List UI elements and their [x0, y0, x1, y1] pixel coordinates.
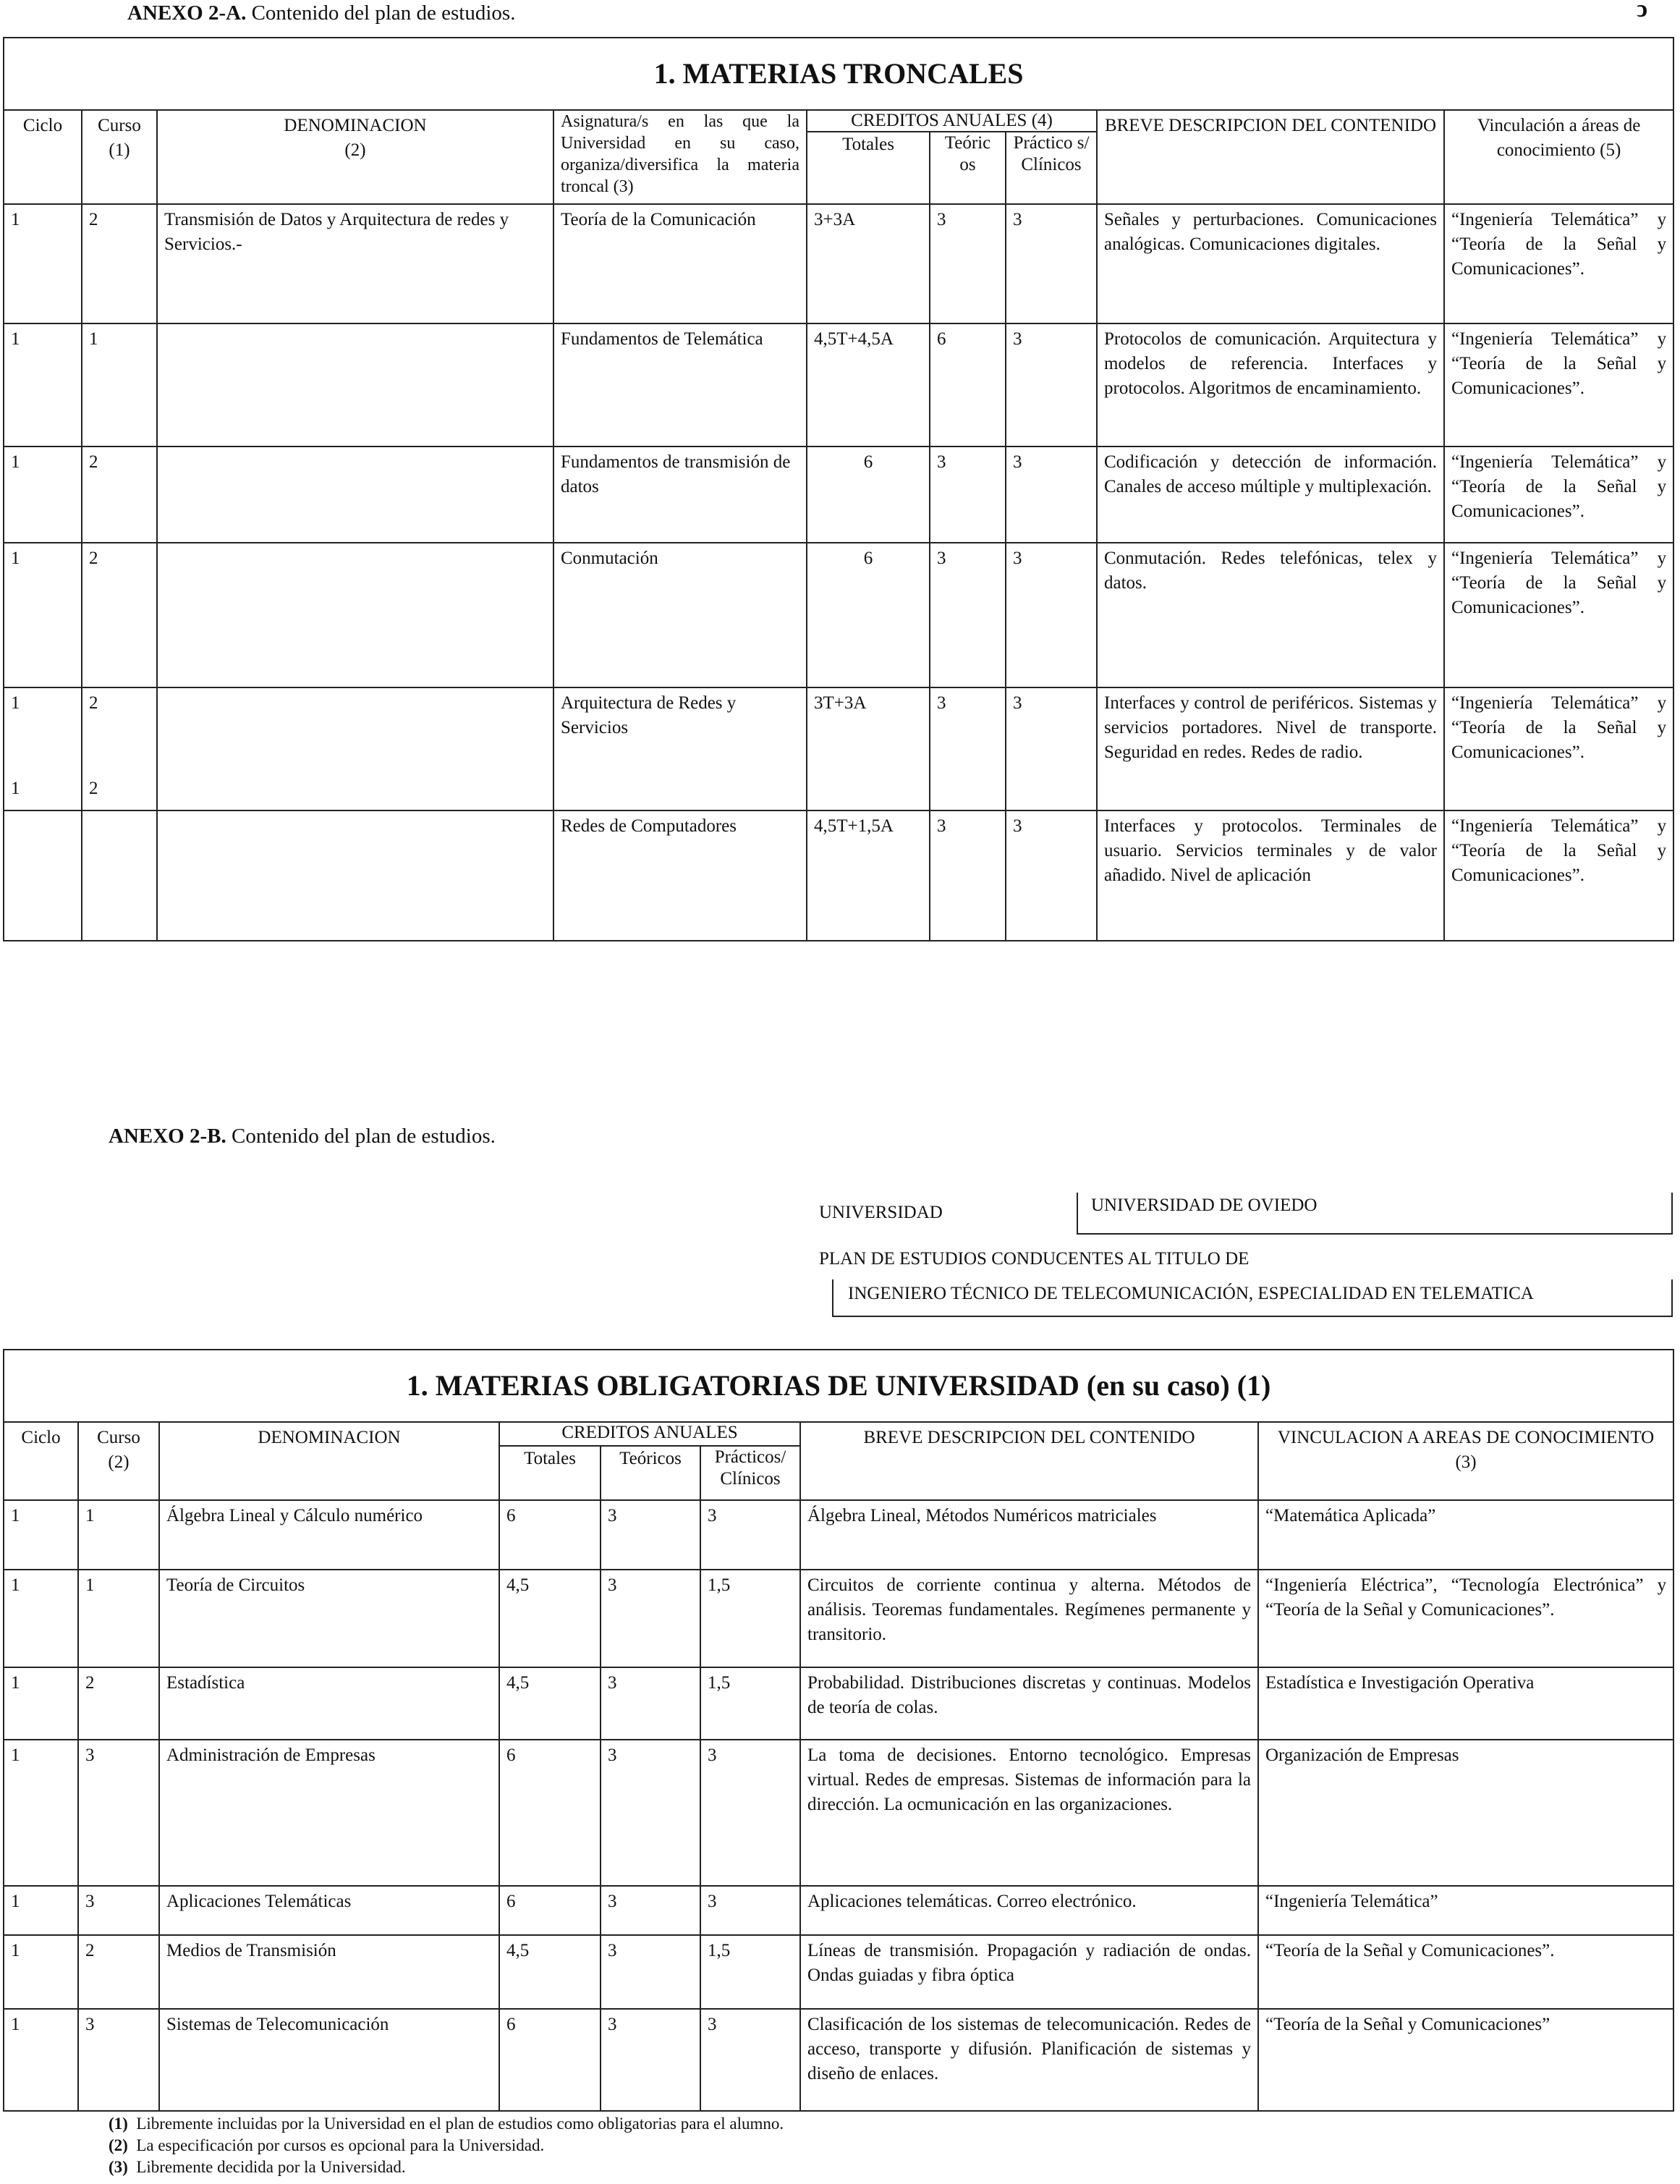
cell-vinculacion: “Ingeniería Telemática” y “Teoría de la Señal y Comunicaciones”.	[1444, 323, 1673, 446]
cell-totales: 6	[807, 543, 930, 687]
cell-asignatura: Teoría de la Comunicación	[553, 204, 807, 323]
header-practicos: Práctico s/ Clínicos	[1006, 132, 1097, 204]
cell-curso: 3	[78, 2009, 159, 2111]
cell-practicos: 3	[1006, 446, 1097, 543]
table-row	[4, 1500, 1673, 1570]
cell-vinculacion: “Ingeniería Telemática”	[1258, 1886, 1673, 1935]
cell-descripcion: Aplicaciones telemáticas. Correo electrónico.	[800, 1886, 1258, 1935]
cell-vinculacion: “Teoría de la Señal y Comunicaciones”.	[1258, 1935, 1673, 2009]
header-teoricos: Teóric os	[930, 132, 1006, 204]
cell-teoricos: 3	[601, 2009, 700, 2111]
cell-teoricos: 3	[930, 446, 1006, 543]
cell-ciclo	[4, 810, 82, 941]
degree-title: INGENIERO TÉCNICO DE TELECOMUNICACIÓN, ESPECIALIDAD EN TELEMATICA	[832, 1279, 1673, 1317]
cell-descripcion: Probabilidad. Distribuciones discretas y continuas. Modelos de teoría de colas.	[800, 1667, 1258, 1740]
cell-vinculacion: Estadística e Investigación Operativa	[1258, 1667, 1673, 1740]
cell-ciclo: 1	[4, 323, 82, 446]
corner-mark: ↄ	[1637, 0, 1648, 22]
cell-totales: 4,5	[499, 1667, 601, 1740]
cell-teoricos: 3	[601, 1740, 700, 1886]
cell-descripcion: Codificación y detección de información. Canales de acceso múltiple y multiplexación.	[1097, 446, 1444, 543]
cell-teoricos: 3	[601, 1500, 700, 1570]
table-row	[4, 1740, 1673, 1886]
cell-curso: 2	[78, 1935, 159, 2009]
troncales-title: 1. MATERIAS TRONCALES	[4, 38, 1673, 110]
cell-vinculacion: “Teoría de la Señal y Comunicaciones”	[1258, 2009, 1673, 2111]
cell-ciclo: 1 1	[4, 687, 82, 810]
header-practicos: Prácticos/ Clínicos	[700, 1446, 800, 1501]
cell-descripcion: Clasificación de los sistemas de telecomunicación. Redes de acceso, transporte y difusión. Planificación de sistemas y diseño de enlaces.	[800, 2009, 1258, 2111]
cell-ciclo: 1	[4, 1935, 78, 2009]
table-row	[4, 446, 1673, 543]
header-denominacion: DENOMINACION	[159, 1422, 499, 1500]
cell-ciclo: 1	[4, 1570, 78, 1667]
cell-denominacion: Estadística	[159, 1667, 499, 1740]
cell-teoricos: 3	[930, 543, 1006, 687]
cell-totales: 4,5	[499, 1570, 601, 1667]
cell-curso: 2 2	[82, 687, 157, 810]
cell-ciclo: 1	[4, 2009, 78, 2111]
annex-b-heading	[109, 1125, 496, 1148]
annex-a-text: Contenido del plan de estudios.	[251, 1, 516, 25]
cell-curso: 3	[78, 1740, 159, 1886]
cell-totales: 6	[499, 2009, 601, 2111]
table-row	[4, 543, 1673, 687]
cell-curso: 2	[82, 446, 157, 543]
cell-denominacion	[157, 323, 553, 446]
cell-descripcion: Conmutación. Redes telefónicas, telex y datos.	[1097, 543, 1444, 687]
cell-vinculacion: “Ingeniería Telemática” y “Teoría de la Señal y Comunicaciones”.	[1444, 204, 1673, 323]
cell-teoricos: 3	[601, 1570, 700, 1667]
university-value: UNIVERSIDAD DE OVIEDO	[1077, 1193, 1673, 1235]
cell-descripcion: Álgebra Lineal, Métodos Numéricos matriciales	[800, 1500, 1258, 1570]
cell-descripcion: Líneas de transmisión. Propagación y radiación de ondas. Ondas guiadas y fibra óptica	[800, 1935, 1258, 2009]
table-row	[4, 323, 1673, 446]
header-vinculacion: Vinculación a áreas de conocimiento (5)	[1444, 110, 1673, 204]
cell-curso: 2	[78, 1667, 159, 1740]
cell-practicos: 3	[1006, 204, 1097, 323]
footnote: (3) Libremente decidida por la Universidad.	[109, 2158, 406, 2176]
cell-curso: 1	[78, 1570, 159, 1667]
cell-descripcion: La toma de decisiones. Entorno tecnológico. Empresas virtual. Redes de empresas. Sistemas de información para la dirección. La ocmunicación en las organizaciones.	[800, 1740, 1258, 1886]
table-row	[4, 1886, 1673, 1935]
cell-denominacion: Aplicaciones Telemáticas	[159, 1886, 499, 1935]
cell-practicos: 3	[1006, 323, 1097, 446]
cell-practicos: 3	[1006, 543, 1097, 687]
annex-b-text: Contenido del plan de estudios.	[231, 1125, 496, 1148]
cell-asignatura: Fundamentos de Telemática	[553, 323, 807, 446]
cell-denominacion: Administración de Empresas	[159, 1740, 499, 1886]
cell-vinculacion: “Ingeniería Telemática” y “Teoría de la Señal y Comunicaciones”.	[1444, 543, 1673, 687]
cell-totales: 4,5T+1,5A	[807, 810, 930, 941]
cell-descripcion: Interfaces y control de periféricos. Sistemas y servicios portadores. Nivel de transporte. Seguridad en redes. Redes de radio.	[1097, 687, 1444, 810]
cell-ciclo: 1	[4, 446, 82, 543]
table-row	[4, 810, 1673, 941]
cell-vinculacion: Organización de Empresas	[1258, 1740, 1673, 1886]
cell-ciclo: 1	[4, 1667, 78, 1740]
footnote: (2) La especificación por cursos es opcional para la Universidad.	[109, 2136, 545, 2154]
cell-totales: 6	[807, 446, 930, 543]
cell-practicos: 3	[700, 1740, 800, 1886]
cell-practicos: 3	[700, 2009, 800, 2111]
obligatorias-title: 1. MATERIAS OBLIGATORIAS DE UNIVERSIDAD (en su caso) (1)	[4, 1350, 1673, 1422]
cell-vinculacion: “Ingeniería Telemática” y “Teoría de la Señal y Comunicaciones”.	[1444, 810, 1673, 941]
header-creditos: CREDITOS ANUALES	[499, 1422, 800, 1446]
header-ciclo: Ciclo	[4, 1422, 78, 1500]
header-ciclo: Ciclo	[4, 110, 82, 204]
header-descripcion: BREVE DESCRIPCION DEL CONTENIDO	[800, 1422, 1258, 1500]
cell-totales: 6	[499, 1740, 601, 1886]
cell-teoricos: 3	[930, 687, 1006, 810]
header-vinculacion: VINCULACION A AREAS DE CONOCIMIENTO (3)	[1258, 1422, 1673, 1500]
cell-denominacion	[157, 543, 553, 687]
cell-denominacion: Álgebra Lineal y Cálculo numérico	[159, 1500, 499, 1570]
header-totales: Totales	[807, 132, 930, 204]
annex-a-heading	[127, 1, 515, 25]
cell-practicos: 1,5	[700, 1667, 800, 1740]
header-asignaturas: Asignatura/s en las que la Universidad en su caso, organiza/diversifica la materia troncal (3)	[553, 110, 807, 204]
cell-descripcion: Interfaces y protocolos. Terminales de usuario. Servicios terminales y de valor añadido. Nivel de aplicación	[1097, 810, 1444, 941]
cell-practicos: 3	[700, 1500, 800, 1570]
cell-vinculacion: “Ingeniería Telemática” y “Teoría de la Señal y Comunicaciones”.	[1444, 687, 1673, 810]
table-row	[4, 1570, 1673, 1667]
header-creditos: CREDITOS ANUALES (4)	[807, 110, 1097, 132]
annex-b-code: ANEXO 2-B.	[109, 1125, 226, 1148]
cell-practicos: 3	[1006, 687, 1097, 810]
header-descripcion: BREVE DESCRIPCION DEL CONTENIDO	[1097, 110, 1444, 204]
cell-practicos: 3	[1006, 810, 1097, 941]
cell-ciclo: 1	[4, 1500, 78, 1570]
table-row	[4, 1935, 1673, 2009]
header-denominacion: DENOMINACION (2)	[157, 110, 553, 204]
cell-descripcion: Señales y perturbaciones. Comunicaciones analógicas. Comunicaciones digitales.	[1097, 204, 1444, 323]
table-row	[4, 204, 1673, 323]
cell-teoricos: 3	[930, 204, 1006, 323]
cell-denominacion	[157, 446, 553, 543]
cell-totales: 3T+3A	[807, 687, 930, 810]
cell-ciclo: 1	[4, 1886, 78, 1935]
cell-denominacion: Medios de Transmisión	[159, 1935, 499, 2009]
cell-curso: 3	[78, 1886, 159, 1935]
cell-teoricos: 3	[930, 810, 1006, 941]
header-curso: Curso (1)	[82, 110, 157, 204]
cell-denominacion: Teoría de Circuitos	[159, 1570, 499, 1667]
cell-teoricos: 3	[601, 1667, 700, 1740]
cell-denominacion	[157, 687, 553, 810]
cell-asignatura: Redes de Computadores	[553, 810, 807, 941]
cell-curso: 1	[78, 1500, 159, 1570]
cell-totales: 4,5	[499, 1935, 601, 2009]
cell-vinculacion: “Ingeniería Eléctrica”, “Tecnología Electrónica” y “Teoría de la Señal y Comunicaciones”.	[1258, 1570, 1673, 1667]
cell-descripcion: Protocolos de comunicación. Arquitectura y modelos de referencia. Interfaces y protocolos. Algoritmos de encaminamiento.	[1097, 323, 1444, 446]
cell-curso: 1	[82, 323, 157, 446]
cell-curso	[82, 810, 157, 941]
cell-ciclo: 1	[4, 204, 82, 323]
cell-teoricos: 3	[601, 1935, 700, 2009]
header-teoricos: Teóricos	[601, 1446, 700, 1501]
cell-denominacion: Transmisión de Datos y Arquitectura de redes y Servicios.-	[157, 204, 553, 323]
troncales-table	[3, 37, 1674, 941]
cell-vinculacion: “Ingeniería Telemática” y “Teoría de la Señal y Comunicaciones”.	[1444, 446, 1673, 543]
cell-curso: 2	[82, 204, 157, 323]
table-row	[4, 1667, 1673, 1740]
cell-totales: 6	[499, 1500, 601, 1570]
cell-asignatura: Conmutación	[553, 543, 807, 687]
header-curso: Curso (2)	[78, 1422, 159, 1500]
obligatorias-table	[3, 1349, 1674, 2112]
cell-ciclo: 1	[4, 543, 82, 687]
cell-ciclo: 1	[4, 1740, 78, 1886]
cell-denominacion	[157, 810, 553, 941]
plan-label: PLAN DE ESTUDIOS CONDUCENTES AL TITULO DE	[819, 1249, 1250, 1269]
cell-asignatura: Arquitectura de Redes y Servicios	[553, 687, 807, 810]
cell-teoricos: 3	[601, 1886, 700, 1935]
cell-denominacion: Sistemas de Telecomunicación	[159, 2009, 499, 2111]
cell-descripcion: Circuitos de corriente continua y alterna. Métodos de análisis. Teoremas fundamentales. Regímenes permanente y transitorio.	[800, 1570, 1258, 1667]
university-label: UNIVERSIDAD	[819, 1203, 943, 1222]
cell-practicos: 3	[700, 1886, 800, 1935]
header-totales: Totales	[499, 1446, 601, 1501]
cell-asignatura: Fundamentos de transmisión de datos	[553, 446, 807, 543]
table-row	[4, 2009, 1673, 2111]
cell-teoricos: 6	[930, 323, 1006, 446]
cell-vinculacion: “Matemática Aplicada”	[1258, 1500, 1673, 1570]
cell-totales: 4,5T+4,5A	[807, 323, 930, 446]
cell-totales: 6	[499, 1886, 601, 1935]
table-row	[4, 687, 1673, 810]
annex-a-code: ANEXO 2-A.	[127, 1, 247, 25]
footnote: (1) Libremente incluidas por la Universidad en el plan de estudios como obligatorias para el alumno.	[109, 2115, 784, 2133]
cell-practicos: 1,5	[700, 1570, 800, 1667]
cell-totales: 3+3A	[807, 204, 930, 323]
cell-curso: 2	[82, 543, 157, 687]
cell-practicos: 1,5	[700, 1935, 800, 2009]
